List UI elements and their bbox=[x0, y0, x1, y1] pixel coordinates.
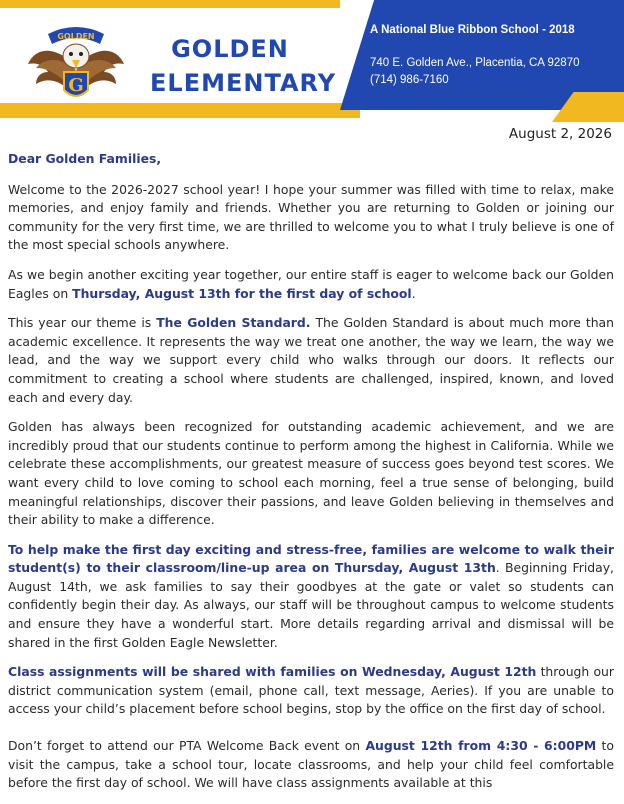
theme-highlight: The Golden Standard. bbox=[156, 315, 311, 331]
paragraph-first-day bbox=[8, 266, 614, 303]
phone-text: (714) 986-7160 bbox=[370, 74, 449, 86]
class-assignments-highlight: Class assignments will be shared with families on Wednesday, August 12th bbox=[8, 664, 537, 680]
letter-date: August 2, 2026 bbox=[508, 126, 612, 142]
gold-stripe-top bbox=[0, 0, 340, 8]
paragraph-text: . bbox=[411, 285, 416, 301]
paragraph-text: to visit the campus, take a school tour, locate classrooms, and help your child feel comfortable before the first day of school. We will have class assignments available at this bbox=[8, 738, 614, 791]
logo-text: GOLDEN bbox=[57, 32, 95, 41]
school-name-line2: ELEMENTARY bbox=[150, 69, 337, 97]
address-text: 740 E. Golden Ave., Placentia, CA 92870 bbox=[370, 57, 580, 69]
school-name-line1: GOLDEN bbox=[171, 35, 289, 63]
greeting: Dear Golden Families, bbox=[8, 151, 162, 166]
paragraph-pta bbox=[8, 737, 614, 793]
paragraph-achievement: Golden has always been recognized for outstanding academic achievement, and we are incredibly proud that our students continue to perform among the highest in California. While we celebrate these accomplishments, our greatest measure of success goes beyond test scores. We want every child to love coming to school each morning, feel a true sense of belonging, build meaningful relationships, discover their passions, and leave Golden believing in themselves and their ability to make a difference. bbox=[8, 419, 614, 528]
contact-info bbox=[370, 55, 580, 89]
paragraph-text: . Beginning Friday, August 14th, we ask families to say their goodbyes at the gate or valet so students can confidently begin their day. As always, our staff will be throughout campus to welcome students and ensure they have a wonderful start. More details regarding arrival and dismissal will be shared in the first Golden Eagle Newsletter. bbox=[8, 560, 614, 650]
paragraph-welcome: Welcome to the 2026-2027 school year! I hope your summer was filled with time to relax, make memories, and enjoy family and friends. Whether you are returning to Golden or joining our community for the very first time, we are thrilled to welcome you to what I truly believe is one of the most special schools anywhere. bbox=[8, 181, 614, 253]
logo-letter: G bbox=[68, 75, 84, 96]
paragraph-text: This year our theme is bbox=[8, 315, 157, 331]
eagle-logo-icon bbox=[26, 16, 126, 108]
walk-in-highlight: To help make the first day exciting and stress-free, families are welcome to walk their student(s) to their classroom/line-up area on Thursday, August 13th bbox=[8, 541, 614, 576]
letter-body bbox=[8, 150, 614, 804]
paragraph-text: through our district communication system (email, phone call, text message, Aeries). If you are unable to access your child’s placement before school begins, stop by the office on the first day of school. bbox=[8, 664, 615, 717]
pta-highlight: August 12th from 4:30 - 6:00PM bbox=[365, 738, 597, 754]
blue-ribbon-text: A National Blue Ribbon School - 2018 bbox=[370, 24, 575, 36]
paragraph-text: Don’t forget to attend our PTA Welcome Back event on bbox=[8, 738, 366, 754]
letterhead bbox=[0, 0, 624, 122]
paragraph-text: As we begin another exciting year together, our entire staff is eager to welcome back our Golden Eagles on bbox=[8, 266, 614, 301]
paragraph-text: The Golden Standard is about much more than academic excellence. It represents the way we treat one another, the way we learn, the way we lead, and the way we support every child who walks through our doors. It reflects our commitment to creating a school where students are challenged, inspired, known, and loved each and every day. bbox=[8, 315, 614, 405]
school-name bbox=[150, 32, 337, 100]
first-day-highlight: Thursday, August 13th for the first day of school bbox=[72, 285, 412, 301]
paragraph-theme bbox=[8, 314, 614, 407]
paragraph-walk-in bbox=[8, 541, 614, 653]
paragraph-class-assignments bbox=[8, 663, 614, 719]
